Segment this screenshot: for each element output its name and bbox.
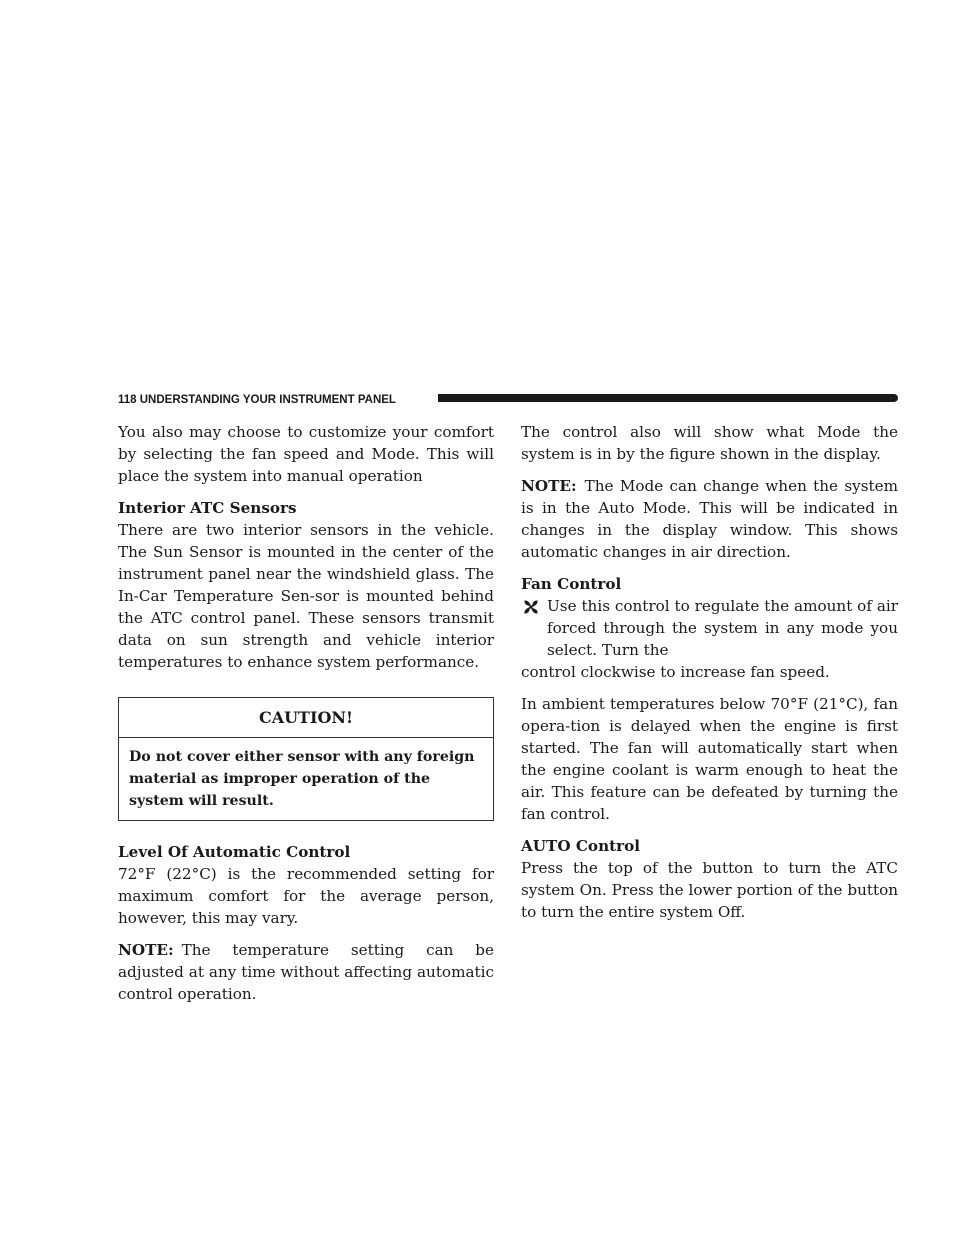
- auto-text: Press the top of the button to turn the ATC system On. Press the lower portion of the button to turn the entire system Off.: [521, 859, 898, 921]
- mode-note-paragraph: [521, 475, 898, 563]
- note-label: NOTE:: [118, 941, 174, 959]
- note-text: The temperature setting can be adjusted at any time without affecting automatic control operation.: [118, 941, 494, 1003]
- fan-icon: [521, 597, 541, 617]
- fan-text-b: control clockwise to increase fan speed.: [521, 663, 830, 681]
- page-header: [118, 391, 898, 409]
- level-text: 72°F (22°C) is the recommended setting for maximum comfort for the average person, however, this may vary.: [118, 865, 494, 927]
- caution-box: [118, 697, 494, 821]
- level-section: [118, 841, 494, 929]
- sensors-heading: Interior ATC Sensors: [118, 499, 297, 517]
- left-column: [118, 421, 494, 1015]
- sensors-section: [118, 497, 494, 673]
- header-rule: [438, 394, 898, 402]
- fan-heading: Fan Control: [521, 575, 622, 593]
- caution-title: CAUTION!: [119, 698, 493, 738]
- mode-note-label: NOTE:: [521, 477, 577, 495]
- level-heading: Level Of Automatic Control: [118, 843, 351, 861]
- ambient-paragraph: In ambient temperatures below 70°F (21°C), fan opera-tion is delayed when the engine is first started. The fan will automatically start when the engine coolant is warm enough to heat the air. This feature can be defeated by turning the fan control.: [521, 695, 898, 823]
- auto-section: [521, 835, 898, 923]
- intro-paragraph: You also may choose to customize your comfort by selecting the fan speed and Mode. This will place the system into manual operation: [118, 423, 494, 485]
- right-column: [521, 421, 898, 933]
- fan-description: [521, 595, 898, 661]
- sensors-text: There are two interior sensors in the vehicle. The Sun Sensor is mounted in the center of the instrument panel near the windshield glass. The In-Car Temperature Sen-sor is mounted behind the ATC control panel. These sensors transmit data on sun strength and vehicle interior temperatures to enhance system performance.: [118, 521, 494, 671]
- fan-text-a: Use this control to regulate the amount of air forced through the system in any mode you select. Turn the: [547, 597, 898, 659]
- page-number-section-title: 118 UNDERSTANDING YOUR INSTRUMENT PANEL: [118, 394, 396, 406]
- note-paragraph: [118, 939, 494, 1005]
- fan-section: [521, 573, 898, 595]
- caution-text: Do not cover either sensor with any foreign material as improper operation of the system will result.: [129, 749, 475, 809]
- mode-note-text: The Mode can change when the system is in the Auto Mode. This will be indicated in changes in the display window. This shows automatic changes in air direction.: [521, 477, 898, 561]
- auto-heading: AUTO Control: [521, 837, 641, 855]
- mode-paragraph: The control also will show what Mode the system is in by the figure shown in the display.: [521, 423, 898, 463]
